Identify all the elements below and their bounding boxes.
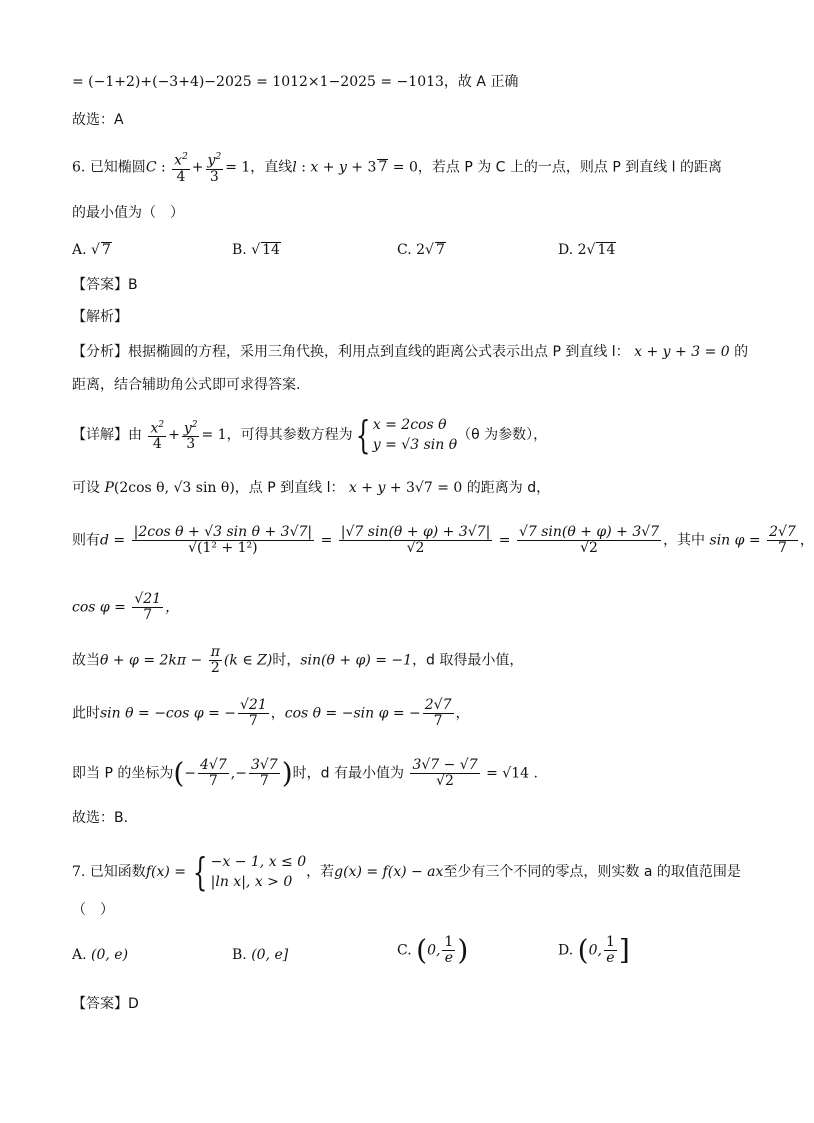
q6-option-a: A. √ 7 <box>72 242 111 258</box>
q6-answer: B <box>128 277 138 293</box>
ellipse-y-term: $\frac{y^2}{3}$ <box>207 152 222 185</box>
q7-answer: D <box>128 996 139 1012</box>
q6-final: 故选：B. <box>72 810 129 826</box>
answer-tag: 【答案】 <box>72 277 128 293</box>
continuation-line <box>72 72 734 92</box>
q5-choice: 故选：A <box>72 112 124 128</box>
q7-stem-line1: 7. 已知函数f(x) = { −x − 1, x ≤ 0 |ln x|, x > 0 ，若g(x) = f(x) − ax至少有三个不同的零点，则实数 a 的取值范围是 <box>72 850 741 894</box>
q6-answer-line <box>72 275 734 295</box>
fenxi-line1: 【分析】根据椭圆的方程，采用三角代换，利用点到直线的距离公式表示出点 P 到直线 l： x + y + 3 = 0 的 <box>72 344 749 360</box>
xiangjie-line7: 即当 P 的坐标为(− $\frac{4√7}{7}$ ,− $\frac{3√7}{7}$ )时，d 有最小值为 $\frac{3√7 - √7}{√2}$ = √14 . <box>72 756 538 790</box>
xiangjie-line5: 故当θ + φ = 2kπ − $\frac{\pi}{2}$ (k ∈ Z)时，sin(θ + φ) = −1，d 取得最小值， <box>72 644 524 676</box>
q7-option-a: A. (0, e) <box>72 947 129 963</box>
sum-expression: = (−1+2)+(−3+4)−2025 = 1012×1−2025 = −1013 <box>72 74 444 90</box>
q7-option-c: C. (0, $\frac{1}{e}$ ) <box>397 933 469 967</box>
xiangjie-line2: 可设 P(2cos θ, √3 sin θ)，点 P 到直线 l： x + y + 3√7 = 0 的距离为 d， <box>72 480 551 496</box>
xiangjie-line1: 【详解】由 $\frac{x^2}{4}$ + $\frac{y^2}{3}$ = 1，可得其参数方程为{ x = 2cos θ y = √3 sin θ （θ 为参数）， <box>72 413 548 457</box>
ellipse-x-term: $\frac{x^2}{4}$ <box>174 152 188 185</box>
jiexi-tag: 【解析】 <box>72 309 128 325</box>
xiangjie-line4: cos φ = $\frac{√21}{7}$ ， <box>72 591 180 623</box>
q6-option-d: D. 2√ 14 <box>558 242 616 258</box>
q7-option-d: D. (0, $\frac{1}{e}$ ] <box>558 933 630 967</box>
q7-option-b: B. (0, e] <box>232 947 289 963</box>
q6-number: 6. <box>72 159 86 176</box>
q6-option-b: B. √ 14 <box>232 242 280 258</box>
q7-answer-line <box>72 994 734 1014</box>
q6-option-c: C. 2√ 7 <box>397 242 445 258</box>
fenxi-line2: 距离，结合辅助角公式即可求得答案. <box>72 377 301 393</box>
q7-blank: （ ） <box>72 902 114 918</box>
q6-stem-line2: 的最小值为（ ） <box>72 205 184 221</box>
conclusion-text: ，故 A 正确 <box>443 74 519 90</box>
answer-tag: 【答案】 <box>72 996 128 1012</box>
q7-number: 7. <box>72 864 86 880</box>
xiangjie-line3: 则有d = $\frac{\text{|2cos θ + √3 sin θ + 3√7|}}{\text{√(1² + 1²)}}$ = $\frac{|√7 \sin(\theta + \varphi) + 3√7|}{√2}$ = $\frac{√7 \sin(\theta + \varphi) + 3√7}{√2}$ ，其中 sin φ = $\frac{2√7}{7}$ ， <box>72 524 814 556</box>
q6-stem-line1: 6. 已知椭圆C : $\frac{x^2}{4}$ + $\frac{y^2}{3}$ = 1，直线l : x + y + 3 7 = 0，若点 P 为 C 上的一点，则点 P 到直线 l 的距离 <box>72 152 723 185</box>
xiangjie-line6: 此时sin θ = −cos φ = − $\frac{√21}{7}$ ，cos θ = −sin φ = − $\frac{2√7}{7}$ ， <box>72 697 470 729</box>
